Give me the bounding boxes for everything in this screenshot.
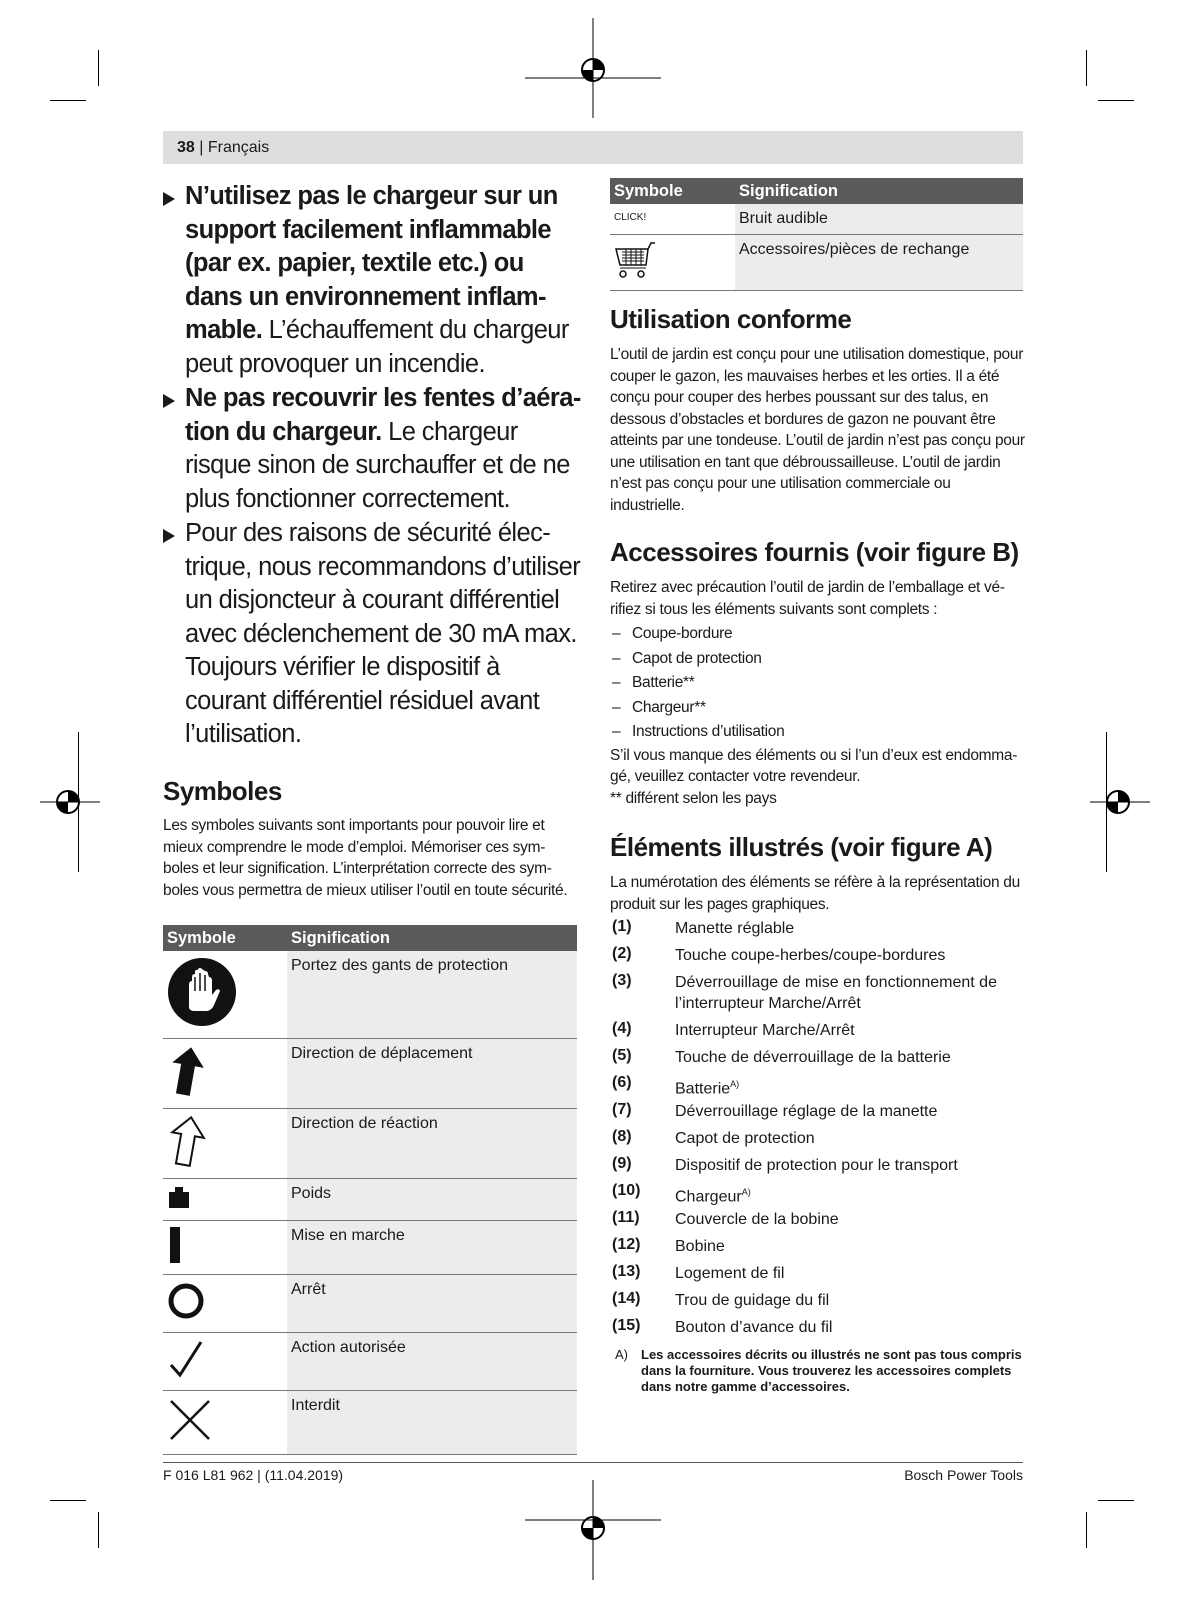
- part-label: Interrupteur Marche/Arrêt: [675, 1022, 855, 1039]
- part-item: [612, 918, 1012, 945]
- part-label: [675, 1074, 1012, 1099]
- meaning-cell: Poids: [287, 1179, 577, 1221]
- registration-mark-right: [1090, 780, 1150, 824]
- bullet-arrow-icon: [163, 192, 175, 206]
- symbol-cell: [163, 1179, 287, 1221]
- part-number: (3): [612, 972, 632, 989]
- table-row: [610, 204, 1023, 235]
- symbol-cell: [163, 951, 287, 1039]
- part-label: Bouton d’avance du fil: [675, 1319, 833, 1336]
- registration-mark-left: [40, 780, 100, 824]
- dash: –: [612, 723, 621, 740]
- part-number: (10): [612, 1182, 641, 1199]
- symbol-cell: [163, 1275, 287, 1333]
- footnote-text: Les accessoires décrits ou illustrés ne sont pas tous compris dans la fourniture. Vous trouverez les accessoires complets dans notre gamme d’accessoires.: [641, 1347, 1022, 1394]
- part-number: (4): [612, 1020, 632, 1037]
- page-header: [163, 131, 1023, 164]
- part-item: [612, 1182, 1012, 1209]
- bullet-bold: Ne pas recouvrir les fentes d’aération du chargeur.: [185, 384, 582, 446]
- meaning-cell: Direction de réaction: [287, 1109, 577, 1179]
- part-label: Bobine: [675, 1238, 725, 1255]
- item-label: Coupe-bordure: [632, 625, 733, 642]
- part-number: (2): [612, 945, 632, 962]
- part-item: [612, 1074, 1012, 1101]
- part-item: [612, 1290, 1012, 1317]
- table-row: [163, 1109, 577, 1179]
- meaning-cell: Direction de déplacement: [287, 1039, 577, 1109]
- symbol-cell: [610, 235, 735, 291]
- safety-bullet: [163, 382, 583, 516]
- part-sup: A): [741, 1187, 751, 1197]
- accessoires-title: Accessoires fournis (voir figure B): [610, 537, 1019, 567]
- list-item: [610, 647, 1026, 672]
- item-label: Chargeur**: [632, 698, 706, 716]
- symbol-cell: [163, 1221, 287, 1275]
- part-item: [612, 1047, 1012, 1074]
- part-number: (11): [612, 1209, 640, 1226]
- safety-bullet: [163, 180, 583, 381]
- table-row: [163, 1391, 577, 1455]
- footer-rule: [163, 1462, 1023, 1463]
- accessoires-section: [610, 577, 1026, 809]
- part-label: Touche de déverrouillage de la batterie: [675, 1049, 951, 1066]
- part-item: [612, 1020, 1012, 1047]
- part-label: Manette réglable: [675, 920, 795, 937]
- part-item: [612, 1155, 1012, 1182]
- part-number: (13): [612, 1263, 641, 1280]
- item-label: Batterie**: [632, 674, 695, 691]
- meaning-cell: Action autorisée: [287, 1333, 577, 1391]
- col-signification: Signification: [287, 925, 577, 951]
- col-symbole: Symbole: [610, 178, 735, 204]
- part-label: Déverrouillage réglage de la manette: [675, 1103, 938, 1120]
- part-label: Capot de protection: [675, 1130, 815, 1147]
- part-label-text: Batterie: [675, 1080, 731, 1098]
- accessoires-outro: S’il vous manque des éléments ou si l’un d’eux est endommagé, veuillez contacter votre revendeur.: [610, 746, 1018, 785]
- meaning-cell: Accessoires/pièces de rechange: [735, 235, 1023, 291]
- symbol-cell: [163, 1333, 287, 1391]
- bullet-arrow-icon: [163, 529, 175, 543]
- part-number: (8): [612, 1128, 632, 1145]
- symbols-table: [163, 925, 577, 1455]
- part-number: (12): [612, 1236, 641, 1253]
- header-separator: |: [199, 139, 204, 156]
- meaning-cell: Mise en marche: [287, 1221, 577, 1275]
- symboles-title: Symboles: [163, 776, 282, 806]
- table-row: [163, 1221, 577, 1275]
- gloves-icon: [167, 957, 237, 1027]
- utilisation-text: L’outil de jardin est conçu pour une utilisation domestique, pour couper le gazon, les mauvaises herbes et les orties. Il a été conçu pour couper des herbes poussant sur des talus, en dessous d’obstacles et bordures de gazon ne pouvant être atteints par une tondeuse. L’outil de jardin n’est pas conçu pour une utilisation en tant que débroussailleuse. L’outil de jardin n’est pas conçu pour une utilisation commerciale ou industrielle.: [610, 346, 1025, 514]
- dash: –: [612, 698, 621, 716]
- part-item: [612, 1128, 1012, 1155]
- safety-bullet: [163, 517, 583, 752]
- check-icon: [167, 1339, 207, 1379]
- part-item: [612, 1209, 1012, 1236]
- table-row: [163, 1179, 577, 1221]
- cart-icon: [614, 241, 658, 279]
- footer-left: F 016 L81 962 | (11.04.2019): [163, 1467, 344, 1483]
- reaction-arrow-icon: [167, 1115, 207, 1167]
- list-item: [610, 696, 1026, 721]
- meaning-cell: Bruit audible: [735, 204, 1023, 235]
- meaning-cell: Portez des gants de protection: [287, 951, 577, 1039]
- col-signification: Signification: [735, 178, 1023, 204]
- part-label-text: Chargeur: [675, 1188, 742, 1206]
- meaning-cell: Interdit: [287, 1391, 577, 1455]
- part-number: (15): [612, 1317, 641, 1334]
- part-number: (9): [612, 1155, 632, 1172]
- registration-mark-top: [525, 18, 661, 118]
- table-row: [163, 951, 577, 1039]
- symbol-cell: [163, 1391, 287, 1455]
- part-number: (1): [612, 918, 632, 935]
- parts-list: [612, 918, 1012, 1344]
- part-label: Logement de fil: [675, 1265, 785, 1282]
- off-icon: [167, 1281, 207, 1321]
- cross-icon: [167, 1397, 213, 1443]
- part-label: Trou de guidage du fil: [675, 1292, 830, 1309]
- bullet-text: Pour des raisons de sécurité électrique, nous recommandons d’utiliser un disjoncteur à courant différentiel avec déclenchement de 30 mA max. Toujours vérifier le dispositif à courant différentiel résiduel avant l’utilisation.: [185, 519, 581, 748]
- part-number: (7): [612, 1101, 632, 1118]
- part-item: [612, 972, 1012, 1020]
- part-label: [675, 1182, 1012, 1207]
- dash: –: [612, 674, 621, 691]
- elements-title: Éléments illustrés (voir figure A): [610, 832, 993, 862]
- part-sup: A): [730, 1079, 740, 1089]
- elements-footnote: [612, 1347, 1022, 1395]
- weight-icon: [167, 1185, 191, 1209]
- part-item: [612, 1101, 1012, 1128]
- footnote-mark: A): [615, 1347, 628, 1362]
- accessoires-intro: Retirez avec précaution l’outil de jardin de l’emballage et vérifiez si tous les éléments suivants sont complets :: [610, 579, 1005, 618]
- footer-right: Bosch Power Tools: [904, 1467, 1023, 1483]
- table-row: [163, 1275, 577, 1333]
- symbols-table-right: [610, 178, 1023, 291]
- table-row: [610, 235, 1023, 291]
- part-item: [612, 1263, 1012, 1290]
- header-language: Français: [207, 139, 270, 156]
- part-item: [612, 1236, 1012, 1263]
- bullet-bold: N’utilisez pas le chargeur sur un support facilement inflammable (par ex. papier, textile etc.) ou dans un environnement inflammable.: [185, 182, 558, 344]
- accessoires-note: ** différent selon les pays: [610, 789, 777, 807]
- symbol-cell: [163, 1039, 287, 1109]
- safety-bullets: [163, 180, 583, 753]
- symbol-cell: [163, 1109, 287, 1179]
- list-item: [610, 671, 1026, 696]
- registration-mark-bottom: [525, 1480, 661, 1580]
- table-row: [163, 1039, 577, 1109]
- item-label: Capot de protection: [632, 649, 762, 667]
- on-icon: [167, 1227, 187, 1263]
- part-number: (6): [612, 1074, 632, 1091]
- item-label: Instructions d’utilisation: [632, 723, 785, 740]
- bullet-arrow-icon: [163, 394, 175, 408]
- list-item: [610, 720, 1026, 745]
- page-number: 38: [177, 139, 195, 156]
- part-item: [612, 945, 1012, 972]
- utilisation-title: Utilisation conforme: [610, 304, 852, 334]
- meaning-cell: Arrêt: [287, 1275, 577, 1333]
- table-row: [163, 1333, 577, 1391]
- bullet-text: Le chargeur risque sinon de surchauffer et de ne plus fonctionner correctement.: [185, 417, 570, 513]
- movement-arrow-icon: [167, 1045, 207, 1097]
- list-item: [610, 622, 1026, 647]
- bullet-text: L’échauffement du chargeur peut provoquer un incendie.: [185, 316, 569, 378]
- elements-intro: La numérotation des éléments se réfère à la représentation du produit sur les pages graphiques.: [610, 874, 1020, 913]
- part-number: (5): [612, 1047, 632, 1064]
- part-label: Touche coupe-herbes/coupe-bordures: [675, 947, 946, 964]
- part-label: Couvercle de la bobine: [675, 1211, 839, 1228]
- col-symbole: Symbole: [163, 925, 287, 951]
- symboles-intro: Les symboles suivants sont importants pour pouvoir lire et mieux comprendre le mode d’emploi. Mémoriser ces symboles et leur signification. L’interprétation correcte des symboles vous permettra de mieux utiliser l’outil en toute sécurité.: [163, 817, 568, 899]
- click-symbol: CLICK!: [610, 204, 735, 235]
- dash: –: [612, 649, 621, 667]
- part-label: Déverrouillage de mise en fonctionnement de l’interrupteur Marche/Arrêt: [675, 974, 997, 1012]
- part-number: (14): [612, 1290, 641, 1307]
- dash: –: [612, 625, 621, 642]
- part-item: [612, 1317, 1012, 1344]
- part-label: Dispositif de protection pour le transport: [675, 1157, 958, 1174]
